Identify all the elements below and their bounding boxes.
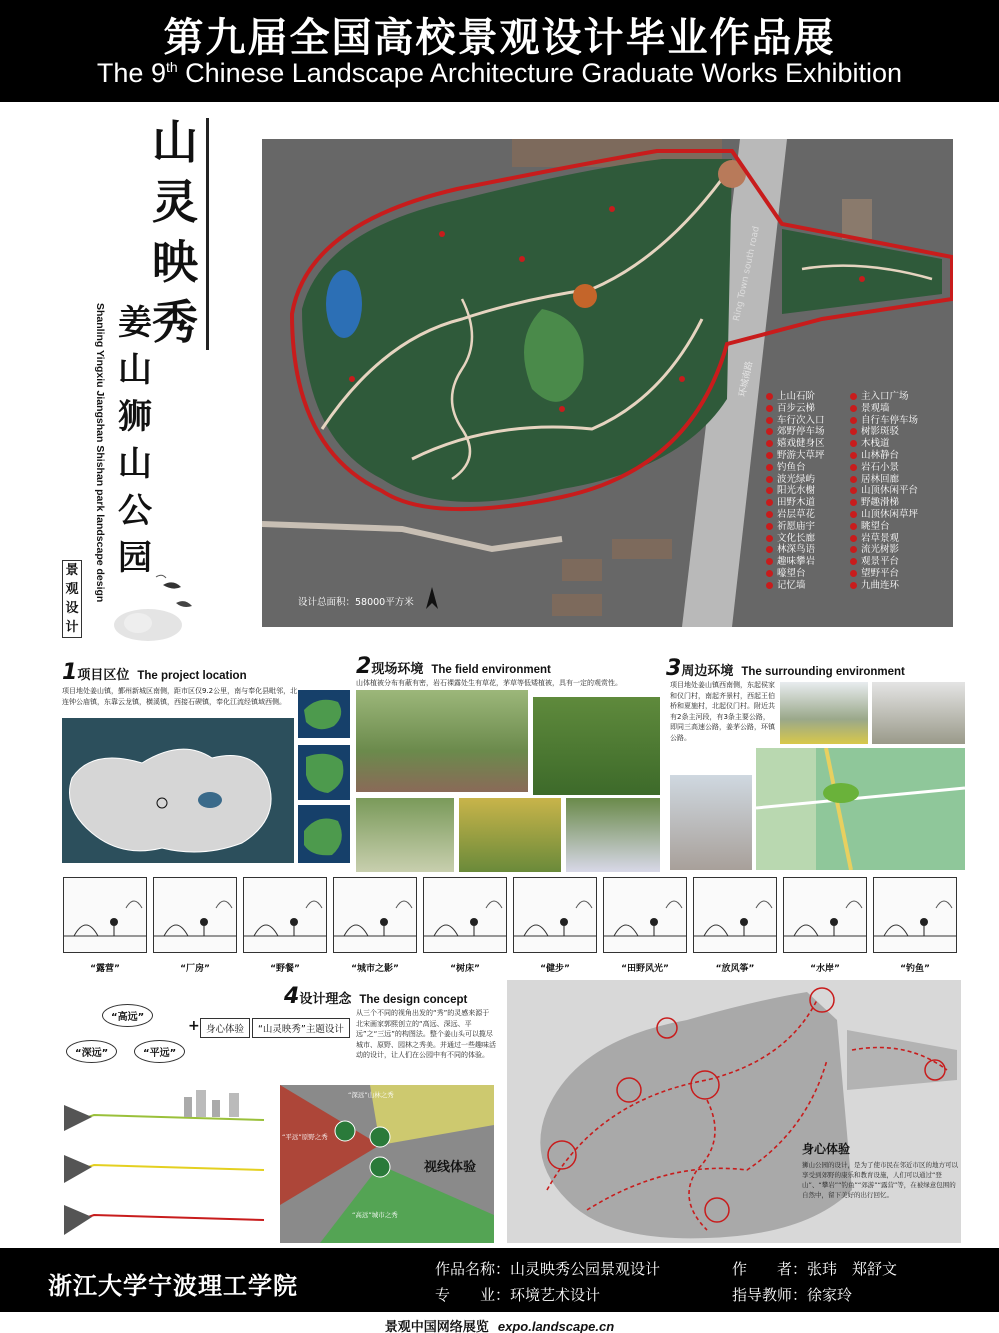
- legend-marker-icon: [850, 546, 857, 553]
- legend-item: 自行车停车场: [850, 415, 935, 427]
- legend-marker-icon: [766, 428, 773, 435]
- legend-item: 车行次入口: [766, 415, 851, 427]
- work-name: 作品名称：山灵映秀公园景观设计: [435, 1260, 661, 1278]
- section-4-text: 从三个不同的视角出发的“秀”的灵感来源于北宋画家郭熙创立的“高远、深远、平远”之“三远”的构图法。整个姜山头可以揽尽城市、原野、园林之秀美。并通过一些趣味活动的设计，让人们在公园中有不同的体验。: [356, 1009, 496, 1059]
- legend-marker-icon: [850, 487, 857, 494]
- legend-marker-icon: [766, 582, 773, 589]
- activity-sketch: [603, 877, 687, 953]
- legend-marker-icon: [766, 440, 773, 447]
- legend-item: 林深鸟语: [766, 544, 851, 556]
- legend-item: 阳光水榭: [766, 485, 851, 497]
- design-tag: [62, 560, 82, 638]
- road-label-cn: 环城南路: [737, 360, 756, 398]
- title-char: 映: [152, 235, 198, 289]
- tag-char: 景: [65, 563, 79, 578]
- section-2-title: 2现场环境 The field environment: [356, 654, 551, 679]
- legend-marker-icon: [766, 393, 773, 400]
- legend-item: 岩草景观: [850, 533, 935, 545]
- view-experience-title: 视线体验: [424, 1160, 477, 1175]
- legend-item: 百步云梯: [766, 403, 851, 415]
- legend-marker-icon: [766, 417, 773, 424]
- legend-item: 郊野停车场: [766, 426, 851, 438]
- legend-item: 文化长廊: [766, 533, 851, 545]
- legend-marker-icon: [850, 523, 857, 530]
- province-map: [298, 745, 350, 800]
- legend-item: 岩层草花: [766, 509, 851, 521]
- legend-marker-icon: [850, 570, 857, 577]
- legend-item: 趣味攀岩: [766, 556, 851, 568]
- legend-item: 上山石阶: [766, 391, 851, 403]
- view-pingyuan-label: “平远”原野之秀: [282, 1133, 328, 1141]
- activity-sketch: [153, 877, 237, 953]
- legend-marker-icon: [850, 476, 857, 483]
- concept-body-mind: 身心体验: [200, 1018, 250, 1038]
- view-shenyuan-label: “深远”山林之秀: [348, 1091, 394, 1099]
- activity-sketch: [693, 877, 777, 953]
- china-map: [298, 690, 350, 738]
- experience-route-map: [507, 980, 961, 1243]
- concept-shenyuan: “深远”: [66, 1040, 117, 1063]
- exhibition-title-cn: 第九届全国高校景观设计毕业作品展: [163, 15, 836, 61]
- experience-text: 狮山公园的设计，是为了使市民在邻近市区的地方可以享受到郊野的康乐和教育设施，人们可以通过“登山”、“攀岩”“钓鱼”“郊游”“露营”等，在被绿意包围的自然中，留下美好的出行回忆。: [802, 1161, 958, 1199]
- section-3-title: 3周边环境 The surrounding environment: [666, 656, 905, 681]
- legend-item: 流光树影: [850, 544, 935, 556]
- subtitle-char: 园: [118, 538, 152, 578]
- legend-marker-icon: [766, 558, 773, 565]
- legend-marker-icon: [766, 546, 773, 553]
- section-3-text: 项目地处姜山镇西南侧，东起侯家和仪门村，南起齐景村，西起王伯桥和夏施村，北起仪门村。附近共有2条主河段，有3条主要公路，即同三高速公路，姜茅公路，环镇公路。: [670, 681, 775, 742]
- legend-item: 居林回廊: [850, 474, 935, 486]
- legend-item: 野趣滑梯: [850, 497, 935, 509]
- legend-marker-icon: [850, 558, 857, 565]
- location-map: [62, 718, 294, 863]
- activity-sketch: [243, 877, 327, 953]
- section-1-title: 1项目区位 The project location: [62, 660, 247, 685]
- legend-item: 钓鱼台: [766, 462, 851, 474]
- legend-item: 野游大草坪: [766, 450, 851, 462]
- legend-marker-icon: [850, 582, 857, 589]
- field-photo-rock: [356, 690, 528, 792]
- activity-sketch: [513, 877, 597, 953]
- title-rule: [206, 118, 209, 350]
- legend-column-left: [766, 391, 851, 592]
- legend-marker-icon: [850, 452, 857, 459]
- legend-item: 波光绿屿: [766, 474, 851, 486]
- legend-item: 记忆墙: [766, 580, 851, 592]
- legend-item: 山顶休闲平台: [850, 485, 935, 497]
- road-label-en: Ring Town south road: [732, 225, 762, 323]
- field-photo-grass: [356, 798, 454, 872]
- city-map: [298, 805, 350, 863]
- field-photo-trees: [533, 697, 660, 795]
- concept-pingyuan: “平远”: [134, 1040, 185, 1063]
- activity-sketch: [333, 877, 417, 953]
- tag-char: 计: [65, 620, 79, 635]
- ink-fish-decoration: [108, 565, 198, 650]
- activity-sketch-label: “田野风光”: [621, 964, 669, 974]
- legend-marker-icon: [766, 476, 773, 483]
- exhibition-credit: 景观中国网络展览 expo.landscape.cn: [384, 1319, 615, 1333]
- legend-marker-icon: [766, 452, 773, 459]
- legend-marker-icon: [766, 523, 773, 530]
- legend-column-right: [850, 391, 935, 592]
- activity-sketch: [783, 877, 867, 953]
- activity-sketch-label: “城市之影”: [351, 964, 399, 974]
- legend-marker-icon: [850, 440, 857, 447]
- poster-subtitle-en: Shanling Yingxiu Jiangshan Shishan park landscape design: [94, 303, 106, 603]
- field-photo-flowers-white: [566, 798, 660, 872]
- section-4-title: 4设计理念 The design concept: [284, 984, 468, 1009]
- activity-sketch-label: “树床”: [450, 964, 480, 974]
- activity-sketch-label: “野餐”: [270, 964, 300, 974]
- activity-sketch: [873, 877, 957, 953]
- advisor-name: 指导教师：徐家玲: [732, 1286, 853, 1304]
- concept-gaoyuan: “高远”: [102, 1004, 153, 1027]
- tag-char: 设: [65, 601, 79, 616]
- legend-marker-icon: [850, 511, 857, 518]
- surround-photo-field: [780, 682, 868, 744]
- poster-subtitle: [115, 300, 155, 582]
- legend-item: 观景平台: [850, 556, 935, 568]
- concept-plus: +: [188, 1018, 200, 1034]
- subtitle-char: 姜: [118, 303, 152, 343]
- legend-item: 九曲连环: [850, 580, 935, 592]
- legend-marker-icon: [850, 393, 857, 400]
- surround-photo-building: [670, 775, 752, 870]
- major-name: 专 业：环境艺术设计: [435, 1286, 601, 1304]
- legend-item: 田野木道: [766, 497, 851, 509]
- legend-item: 眺望台: [850, 521, 935, 533]
- section-2-text: 山体植被分布有蔽有密，岩石裸露处生有草花，茅草等低矮植被，具有一定的观赏性。: [356, 679, 622, 687]
- legend-item: 嬉戏健身区: [766, 438, 851, 450]
- subtitle-char: 山: [118, 444, 152, 484]
- field-photo-flowers-yellow: [459, 798, 561, 872]
- title-char: 山: [152, 115, 198, 169]
- tag-char: 观: [65, 582, 79, 597]
- legend-marker-icon: [766, 405, 773, 412]
- activity-sketch: [63, 877, 147, 953]
- experience-title: 身心体验: [802, 1142, 851, 1156]
- legend-item: 木栈道: [850, 438, 935, 450]
- legend-item: 望野平台: [850, 568, 935, 580]
- activity-sketch-label: “厂房”: [180, 964, 210, 974]
- activity-sketch-label: “钓鱼”: [900, 964, 930, 974]
- legend-item: 山顶休闲草坪: [850, 509, 935, 521]
- legend-marker-icon: [850, 499, 857, 506]
- legend-marker-icon: [766, 499, 773, 506]
- legend-marker-icon: [850, 535, 857, 542]
- title-char: 灵: [152, 175, 198, 229]
- legend-marker-icon: [850, 428, 857, 435]
- surrounding-map: [756, 748, 965, 870]
- legend-marker-icon: [766, 511, 773, 518]
- legend-marker-icon: [766, 464, 773, 471]
- view-gaoyuan-label: “高远”城市之秀: [352, 1211, 398, 1219]
- legend-item: 景观墙: [850, 403, 935, 415]
- design-area-label: 设计总面积：58000平方米: [298, 597, 414, 608]
- subtitle-char: 山: [118, 350, 152, 390]
- legend-item: 山林静台: [850, 450, 935, 462]
- exhibition-header: [0, 0, 999, 102]
- legend-item: 嚎望台: [766, 568, 851, 580]
- activity-sketch-label: “露营”: [90, 964, 120, 974]
- legend-item: 岩石小景: [850, 462, 935, 474]
- legend-marker-icon: [766, 487, 773, 494]
- legend-item: 树影斑驳: [850, 426, 935, 438]
- exhibition-title-en: The 9th Chinese Landscape Architecture Graduate Works Exhibition: [96, 58, 903, 88]
- activity-sketch: [423, 877, 507, 953]
- title-char: 秀: [152, 295, 198, 349]
- author-name: 作 者：张玮 郑舒文: [732, 1260, 898, 1278]
- legend-marker-icon: [850, 417, 857, 424]
- legend-marker-icon: [850, 405, 857, 412]
- legend-item: 祈愿庙宇: [766, 521, 851, 533]
- legend-marker-icon: [850, 464, 857, 471]
- activity-sketch-label: “放风筝”: [715, 964, 755, 974]
- poster-footer: [0, 1248, 999, 1312]
- subtitle-char: 公: [118, 491, 152, 531]
- activity-sketch-label: “健步”: [540, 964, 570, 974]
- sightline-diagrams: [64, 1075, 270, 1245]
- subtitle-char: 狮: [118, 397, 152, 437]
- legend-marker-icon: [766, 535, 773, 542]
- school-name: 浙江大学宁波理工学院: [48, 1272, 298, 1300]
- legend-item: 主入口广场: [850, 391, 935, 403]
- legend-marker-icon: [766, 570, 773, 577]
- section-1-text: 项目地处姜山镇，鄞州新城区南侧，距市区仅9.2公里，南与奉化县毗邻，北连钟公庙镇，东靠云龙镇，横溪镇，西接石碶镇，奉化江流经镇域西侧。: [62, 687, 298, 706]
- concept-result: “山灵映秀”主题设计: [252, 1018, 350, 1038]
- activity-sketch-label: “水岸”: [810, 964, 840, 974]
- surround-photo-village: [872, 682, 965, 744]
